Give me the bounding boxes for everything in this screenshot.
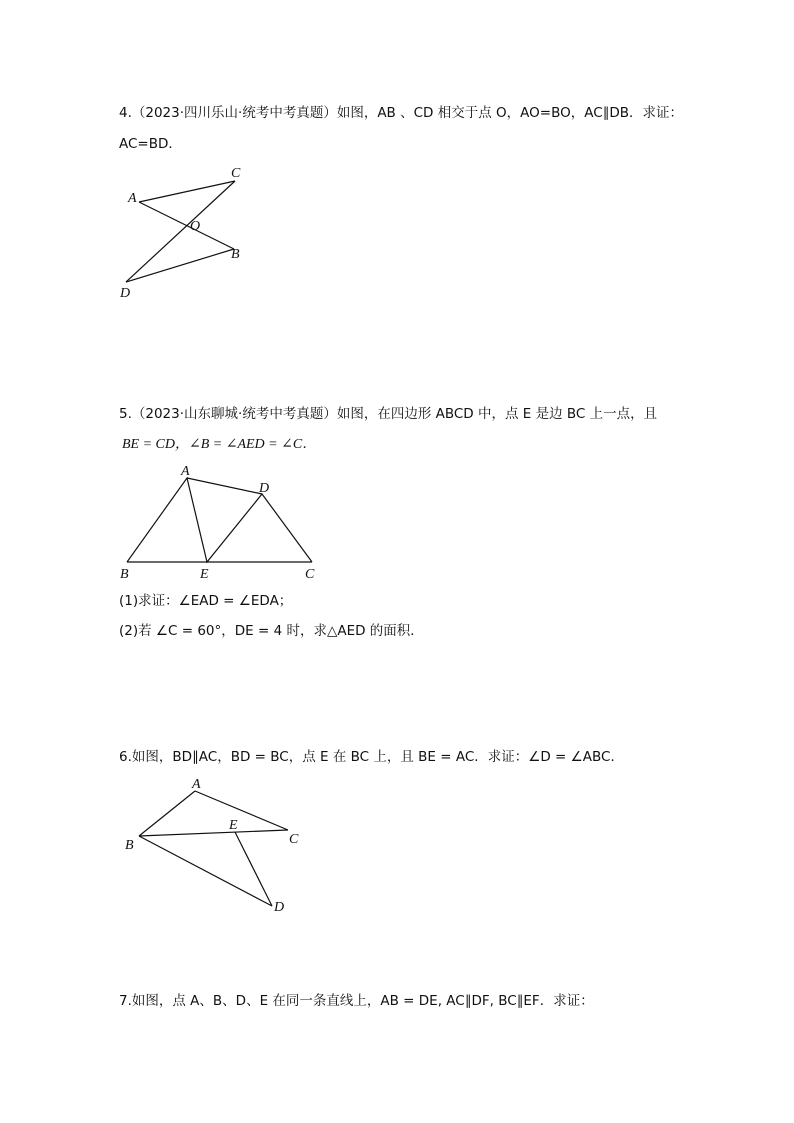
label-B: B: [120, 567, 129, 582]
zigzag-B-A-E-D-C: [127, 478, 312, 562]
segment-BA: [139, 791, 195, 836]
segment-DB: [126, 249, 234, 282]
label-C: C: [305, 567, 315, 582]
label-B: B: [125, 838, 134, 853]
label-O: O: [190, 219, 201, 234]
segment-AD: [187, 478, 262, 494]
label-B: B: [231, 247, 240, 262]
label-C: C: [231, 166, 241, 181]
problem-4-text-line-1: 4.（2023·四川乐山·统考中考真题）如图，AB 、CD 相交于点 O，AO=BO，AC∥DB．求证：: [119, 105, 684, 121]
segment-CD: [126, 181, 235, 282]
problem-5-text-line-2: BE = CD，∠B = ∠AED = ∠C．: [122, 437, 317, 452]
problem-5-question-2: (2)若 ∠C = 60°，DE = 4 时，求△AED 的面积．: [119, 623, 424, 639]
problem-6-text-line-1: 6.如图，BD∥AC，BD = BC，点 E 在 BC 上，且 BE = AC．求证：∠D = ∠ABC．: [119, 749, 624, 765]
problem-4-figure: [110, 160, 270, 305]
segment-BD: [139, 836, 272, 906]
segment-BC: [139, 830, 288, 836]
label-A: A: [128, 191, 137, 206]
segment-ED: [235, 832, 272, 906]
problem-5-question-1: (1)求证：∠EAD = ∠EDA；: [119, 593, 293, 609]
problem-4-text-line-2: AC=BD．: [119, 136, 182, 152]
label-E: E: [229, 818, 238, 833]
segment-AC: [139, 181, 235, 202]
label-C: C: [289, 832, 299, 847]
label-A: A: [181, 464, 190, 479]
segment-AC: [195, 791, 288, 830]
problem-5-figure: [110, 460, 330, 585]
label-D: D: [120, 286, 131, 301]
problem-7-text-line-1: 7.如图，点 A、B、D、E 在同一条直线上，AB = DE, AC∥DF, BC∥EF．求证：: [119, 993, 594, 1009]
problem-5-text-line-1: 5.（2023·山东聊城·统考中考真题）如图，在四边形 ABCD 中，点 E 是边 BC 上一点，且: [119, 406, 658, 422]
problem-6-figure: [115, 775, 315, 920]
label-D: D: [259, 481, 270, 496]
label-E: E: [200, 567, 209, 582]
label-D: D: [274, 900, 285, 915]
label-A: A: [192, 777, 201, 792]
